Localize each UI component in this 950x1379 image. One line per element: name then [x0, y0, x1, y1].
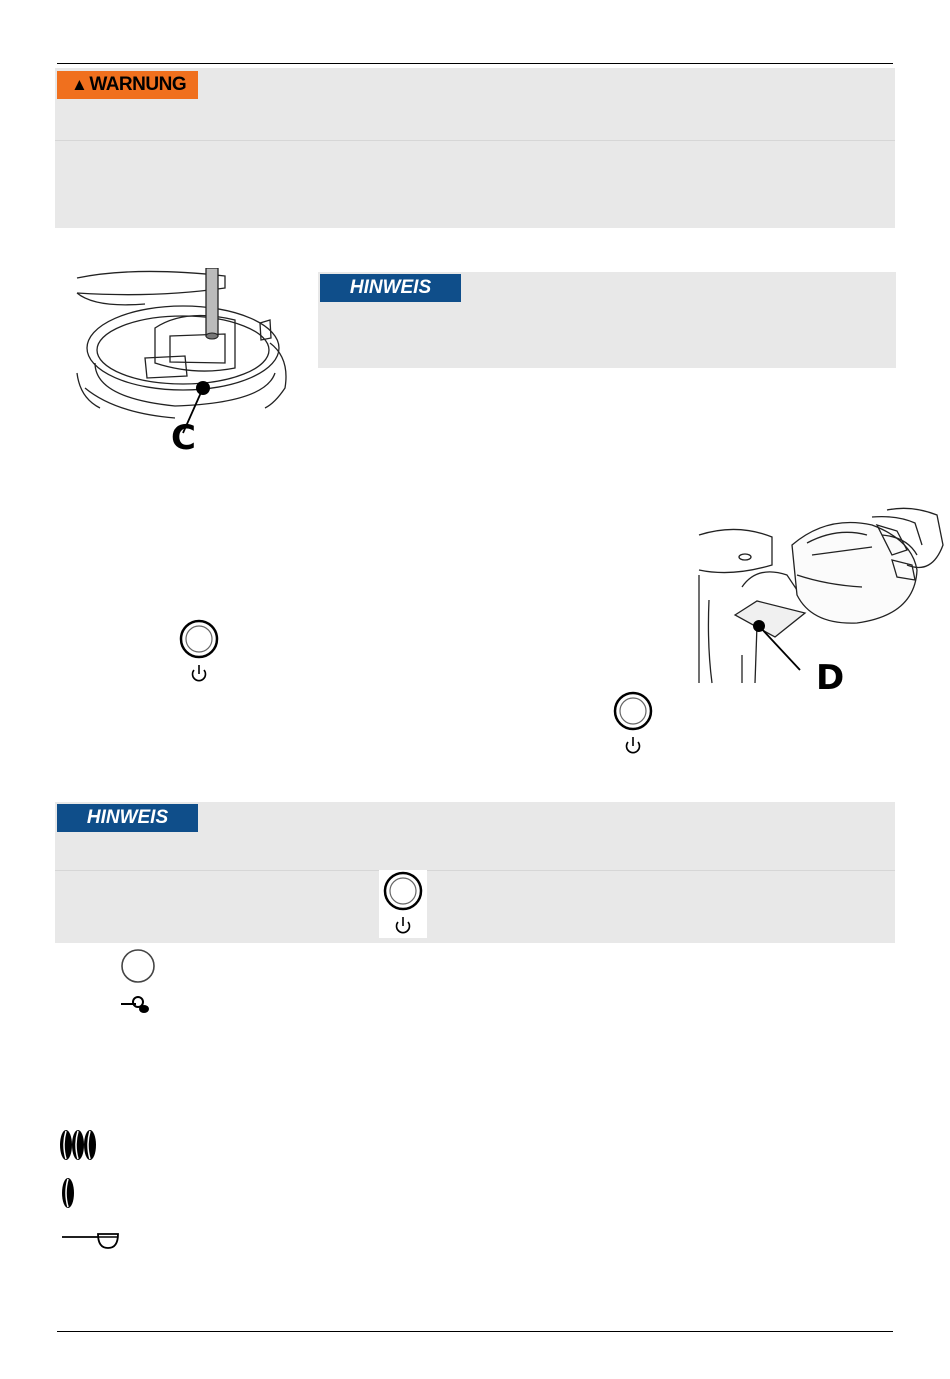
strong-beans-icon [58, 1127, 98, 1163]
footer-rule [57, 1331, 893, 1332]
power-button-icon [178, 618, 220, 686]
grind-button-icon [116, 948, 160, 1016]
figure-d-callout: D [816, 658, 845, 698]
warning-triangle-icon: ▲ [71, 75, 88, 94]
mild-bean-icon [59, 1175, 79, 1211]
scoop-icon [60, 1226, 122, 1252]
power-button-icon [612, 690, 654, 758]
warning-box-divider [55, 140, 895, 141]
figure-c-callout: C [171, 418, 196, 458]
power-button-icon [379, 870, 427, 938]
note-label-2: HINWEIS [57, 804, 198, 832]
note-label-1: HINWEIS [320, 274, 461, 302]
header-rule [57, 63, 893, 64]
warning-label [57, 71, 198, 99]
warning-label-text: WARNUNG [89, 74, 187, 95]
note-box-2-divider [55, 870, 895, 871]
